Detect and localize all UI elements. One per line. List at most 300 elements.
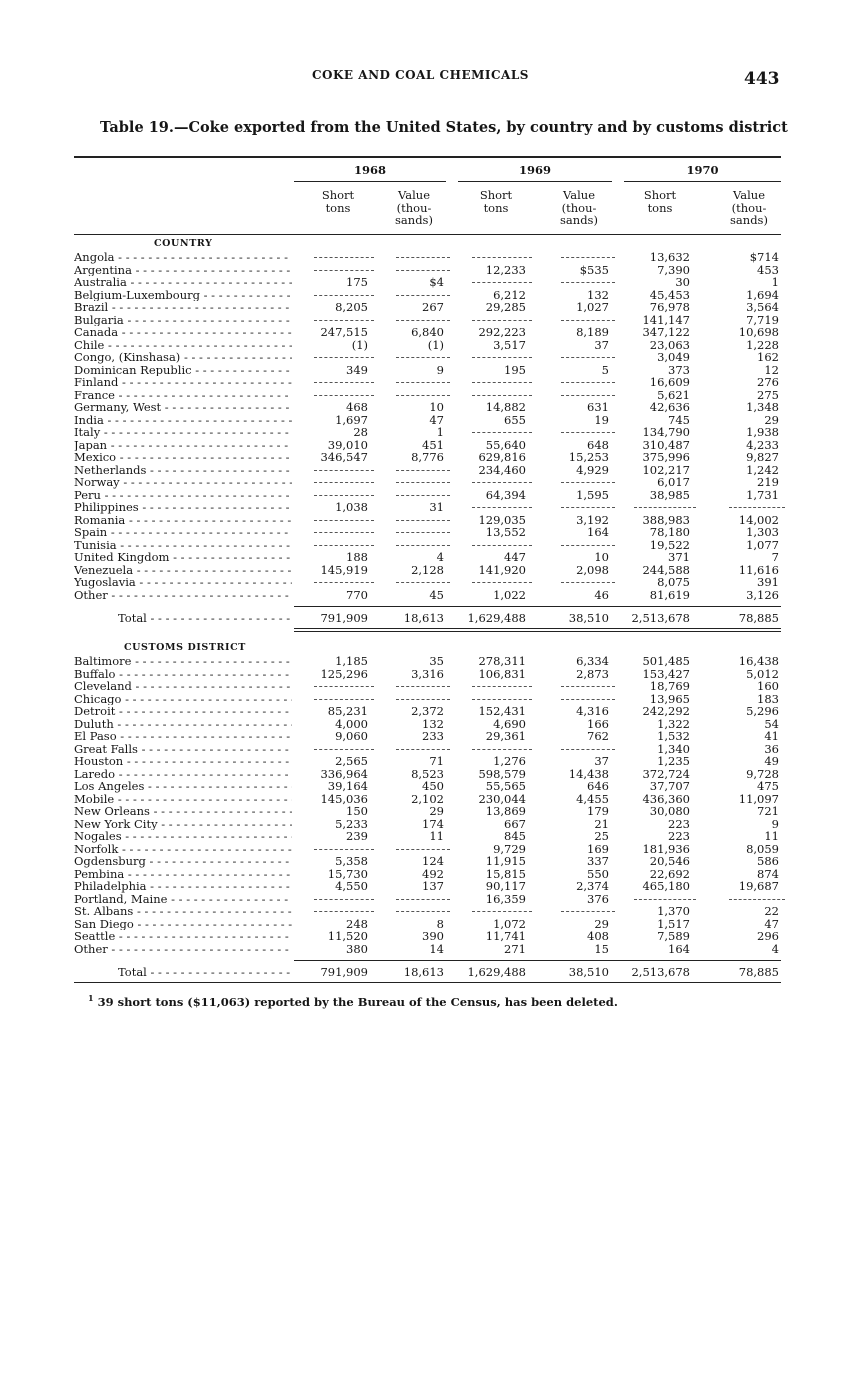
- data-cell: 1,077: [746, 537, 779, 552]
- data-cell: 15,730: [327, 866, 368, 881]
- table-top-rule: [74, 156, 781, 158]
- data-cell: 372,724: [642, 766, 690, 781]
- data-cell: 7,390: [657, 262, 690, 277]
- data-cell: 223: [668, 829, 690, 843]
- table-row: [74, 943, 784, 956]
- row-label: Bulgaria - - -: [74, 314, 292, 327]
- data-cell: 762: [587, 729, 609, 743]
- data-cell: 152,431: [478, 704, 526, 718]
- row-label: Seattle - - -: [74, 930, 292, 943]
- data-cell: 1,595: [576, 487, 609, 502]
- empty-cell-dash: [396, 582, 450, 583]
- data-cell: 132: [587, 287, 609, 302]
- data-cell: 76,978: [649, 300, 690, 314]
- data-cell: 19: [594, 412, 609, 427]
- data-cell: (1): [351, 337, 368, 352]
- row-label: Norfolk - - -: [74, 843, 292, 856]
- data-cell: 150: [346, 804, 368, 818]
- data-cell: 2,374: [576, 879, 609, 893]
- data-cell: 4,550: [335, 879, 368, 893]
- data-cell: 447: [504, 550, 526, 564]
- empty-cell-dash: [314, 899, 374, 900]
- data-cell: 12,233: [485, 262, 526, 277]
- row-label: New Orleans - - -: [74, 805, 292, 818]
- empty-cell-dash: [396, 849, 450, 850]
- row-label: Ogdensburg - - -: [74, 855, 292, 868]
- data-cell: 1,517: [657, 916, 690, 931]
- year-header: 1968: [353, 163, 386, 177]
- data-cell: 337: [587, 854, 609, 868]
- data-cell: 6,017: [657, 475, 690, 489]
- empty-cell-dash: [472, 432, 532, 433]
- data-cell: 9,060: [335, 729, 368, 743]
- empty-cell-dash: [472, 257, 532, 258]
- data-cell: 1,938: [746, 425, 779, 439]
- row-label: Netherlands - - -: [74, 464, 292, 477]
- footnote-marker: 1: [88, 993, 94, 1003]
- data-cell: 153,427: [642, 666, 690, 681]
- data-cell: 2,372: [411, 704, 444, 718]
- data-cell: 78,885: [738, 611, 779, 625]
- table-row: [74, 780, 784, 793]
- data-cell: 29: [764, 412, 779, 427]
- data-cell: 631: [587, 400, 609, 414]
- data-cell: 30,080: [649, 804, 690, 818]
- data-cell: 349: [346, 362, 368, 377]
- data-cell: 11,520: [327, 929, 368, 943]
- data-cell: 39,010: [327, 437, 368, 452]
- empty-cell-dash: [472, 686, 532, 687]
- data-cell: 42,636: [649, 400, 690, 414]
- empty-cell-dash: [314, 357, 374, 358]
- data-cell: 1,022: [493, 587, 526, 602]
- section-label-customs-district: CUSTOMS DISTRICT: [124, 642, 246, 653]
- empty-cell-dash: [396, 295, 450, 296]
- data-cell: 2,098: [576, 562, 609, 577]
- data-cell: 1,694: [746, 287, 779, 302]
- short-tons-header: Short tons: [321, 188, 355, 215]
- total-row: [74, 612, 784, 625]
- data-cell: 16,609: [649, 375, 690, 389]
- empty-cell-dash: [314, 495, 374, 496]
- data-cell: 29: [429, 804, 444, 818]
- data-cell: 1,340: [657, 741, 690, 756]
- data-cell: 6,840: [411, 325, 444, 339]
- row-label: Philadelphia - - -: [74, 880, 292, 893]
- data-cell: 9,827: [746, 450, 779, 464]
- data-cell: 4: [436, 550, 444, 564]
- data-cell: 219: [757, 475, 779, 489]
- year-header: 1969: [518, 163, 551, 177]
- data-cell: 21: [594, 816, 609, 831]
- data-cell: 244,588: [642, 562, 690, 577]
- footnote: [88, 993, 618, 1009]
- row-label: Buffalo - - -: [74, 668, 292, 681]
- data-cell: 3,192: [576, 512, 609, 527]
- data-cell: 3,316: [411, 666, 444, 681]
- row-label: New York City - - -: [74, 818, 292, 831]
- row-label: Tunisia - - -: [74, 539, 292, 552]
- row-label: Duluth - - -: [74, 718, 292, 731]
- data-cell: 1: [771, 275, 779, 289]
- data-cell: 41: [764, 729, 779, 743]
- data-cell: 376: [587, 891, 609, 906]
- data-cell: 667: [504, 816, 526, 831]
- short-tons-header: Short tons: [479, 188, 513, 215]
- data-cell: 450: [422, 779, 444, 793]
- data-cell: 29,361: [485, 729, 526, 743]
- data-cell: 164: [587, 525, 609, 539]
- table-row: [74, 351, 784, 364]
- data-cell: 296: [757, 929, 779, 943]
- row-label: Other - - -: [74, 589, 292, 602]
- row-label: St. Albans - - -: [74, 905, 292, 918]
- row-label: San Diego - - -: [74, 918, 292, 931]
- row-label: Mexico - - -: [74, 451, 292, 464]
- data-cell: 8: [436, 916, 444, 931]
- data-cell: 20,546: [649, 854, 690, 868]
- total-label: Total - - -: [118, 966, 292, 979]
- data-cell: 550: [587, 866, 609, 881]
- data-cell: 19,522: [649, 537, 690, 552]
- empty-cell-dash: [314, 532, 374, 533]
- table-row: [74, 576, 784, 589]
- row-label: Belgium-Luxembourg - - -: [74, 289, 292, 302]
- data-cell: 23,063: [649, 337, 690, 352]
- data-cell: 28: [353, 425, 368, 439]
- data-cell: 375,996: [642, 450, 690, 464]
- data-cell: 124: [422, 854, 444, 868]
- empty-cell-dash: [314, 482, 374, 483]
- data-cell: 141,920: [478, 562, 526, 577]
- data-cell: 11: [764, 829, 779, 843]
- data-cell: 145,036: [320, 791, 368, 806]
- empty-cell-dash: [314, 699, 374, 700]
- table-row: [74, 501, 784, 514]
- data-cell: 791,909: [320, 965, 368, 979]
- empty-cell-dash: [396, 699, 450, 700]
- empty-cell-dash: [314, 849, 374, 850]
- table-row: [74, 526, 784, 539]
- data-cell: 7,719: [746, 312, 779, 327]
- data-cell: 78,180: [649, 525, 690, 539]
- row-label: Japan - - -: [74, 439, 292, 452]
- row-label: France - - -: [74, 389, 292, 402]
- data-cell: 13,552: [485, 525, 526, 539]
- data-cell: 37,707: [649, 779, 690, 793]
- data-cell: 7: [771, 550, 779, 564]
- data-cell: 11,616: [738, 562, 779, 577]
- data-cell: 336,964: [320, 766, 368, 781]
- empty-cell-dash: [396, 545, 450, 546]
- data-cell: 90,117: [485, 879, 526, 893]
- table-row: [74, 755, 784, 768]
- empty-cell-dash: [634, 899, 696, 900]
- row-label: Houston - - -: [74, 755, 292, 768]
- table-row: [74, 880, 784, 893]
- data-cell: 30: [675, 275, 690, 289]
- row-label: Norway - - -: [74, 476, 292, 489]
- data-cell: 248: [346, 916, 368, 931]
- data-cell: 183: [757, 691, 779, 706]
- row-label: Great Falls - - -: [74, 743, 292, 756]
- data-cell: 18,613: [403, 965, 444, 979]
- data-cell: 791,909: [320, 611, 368, 625]
- year-header-rule: [458, 181, 612, 182]
- data-cell: 292,223: [478, 325, 526, 339]
- data-cell: 646: [587, 779, 609, 793]
- row-label: Other - - -: [74, 943, 292, 956]
- data-cell: 1,697: [335, 412, 368, 427]
- data-cell: 9,729: [493, 841, 526, 856]
- empty-cell-dash: [396, 382, 450, 383]
- row-label: India - - -: [74, 414, 292, 427]
- data-cell: 19,687: [738, 879, 779, 893]
- total-double-rule: [294, 631, 781, 632]
- table-row: [74, 705, 784, 718]
- data-cell: 586: [757, 854, 779, 868]
- data-cell: 179: [587, 804, 609, 818]
- data-cell: 13,965: [649, 691, 690, 706]
- table-row: [74, 301, 784, 314]
- data-cell: $714: [749, 250, 779, 264]
- data-cell: 7,589: [657, 929, 690, 943]
- row-label: Portland, Maine - - -: [74, 893, 292, 906]
- data-cell: 346,547: [320, 450, 368, 464]
- row-label: Italy - - -: [74, 426, 292, 439]
- data-cell: 8,189: [576, 325, 609, 339]
- data-cell: 102,217: [642, 462, 690, 477]
- data-cell: 5,358: [335, 854, 368, 868]
- data-cell: 2,873: [576, 666, 609, 681]
- table-row: [74, 655, 784, 668]
- table-row: [74, 855, 784, 868]
- empty-cell-dash: [634, 507, 696, 508]
- data-cell: 181,936: [642, 841, 690, 856]
- data-cell: 845: [504, 829, 526, 843]
- empty-cell-dash: [561, 686, 615, 687]
- data-cell: 4,690: [493, 716, 526, 731]
- empty-cell-dash: [396, 899, 450, 900]
- data-cell: 8,205: [335, 300, 368, 314]
- data-cell: 721: [757, 804, 779, 818]
- row-label: Pembina - - -: [74, 868, 292, 881]
- data-cell: 13,869: [485, 804, 526, 818]
- subtotal-rule: [294, 606, 781, 607]
- row-label: Chile - - -: [74, 339, 292, 352]
- data-cell: 37: [594, 754, 609, 768]
- data-cell: 1,027: [576, 300, 609, 314]
- table-bottom-rule: [74, 982, 781, 983]
- empty-cell-dash: [729, 899, 785, 900]
- data-cell: 81,619: [649, 587, 690, 602]
- table-row: [74, 476, 784, 489]
- empty-cell-dash: [396, 520, 450, 521]
- data-cell: 54: [764, 716, 779, 731]
- data-cell: 1,072: [493, 916, 526, 931]
- table-row: [74, 589, 784, 602]
- empty-cell-dash: [396, 320, 450, 321]
- data-cell: 373: [668, 362, 690, 377]
- data-cell: 137: [422, 879, 444, 893]
- data-cell: 10: [429, 400, 444, 414]
- data-cell: $535: [579, 262, 609, 277]
- data-cell: 16,359: [485, 891, 526, 906]
- empty-cell-dash: [561, 507, 615, 508]
- data-cell: 64,394: [485, 487, 526, 502]
- empty-cell-dash: [472, 320, 532, 321]
- data-cell: 4,000: [335, 716, 368, 731]
- empty-cell-dash: [314, 582, 374, 583]
- data-cell: 15: [594, 941, 609, 956]
- empty-cell-dash: [472, 911, 532, 912]
- data-cell: 1,629,488: [467, 965, 526, 979]
- total-row: [74, 966, 784, 979]
- data-cell: 85,231: [327, 704, 368, 718]
- data-cell: 3,126: [746, 587, 779, 602]
- header-bottom-rule: [74, 234, 781, 235]
- empty-cell-dash: [314, 470, 374, 471]
- data-cell: 4,233: [746, 437, 779, 452]
- data-cell: 8,059: [746, 841, 779, 856]
- data-cell: 14,882: [485, 400, 526, 414]
- data-cell: 390: [422, 929, 444, 943]
- empty-cell-dash: [472, 282, 532, 283]
- empty-cell-dash: [472, 357, 532, 358]
- data-cell: 1: [436, 425, 444, 439]
- empty-cell-dash: [396, 482, 450, 483]
- row-label: El Paso - - -: [74, 730, 292, 743]
- empty-cell-dash: [314, 382, 374, 383]
- row-label: Peru - - -: [74, 489, 292, 502]
- data-cell: 9: [771, 816, 779, 831]
- data-cell: 598,579: [478, 766, 526, 781]
- table-row: [74, 451, 784, 464]
- data-cell: 18,613: [403, 611, 444, 625]
- data-cell: 145,919: [320, 562, 368, 577]
- data-cell: 38,510: [568, 611, 609, 625]
- data-cell: 132: [422, 716, 444, 731]
- table-row: [74, 905, 784, 918]
- row-label: Mobile - - -: [74, 793, 292, 806]
- data-cell: 629,816: [478, 450, 526, 464]
- total-label: Total - - -: [118, 612, 292, 625]
- data-cell: 247,515: [320, 325, 368, 339]
- data-cell: 347,122: [642, 325, 690, 339]
- data-cell: 4,455: [576, 791, 609, 806]
- data-cell: 278,311: [478, 654, 526, 668]
- row-label: Argentina - - -: [74, 264, 292, 277]
- table-row: [74, 276, 784, 289]
- data-cell: 166: [587, 716, 609, 731]
- data-cell: 11,097: [738, 791, 779, 806]
- year-header-rule: [294, 181, 446, 182]
- data-cell: 3,049: [657, 350, 690, 364]
- data-cell: 648: [587, 437, 609, 452]
- data-cell: 47: [764, 916, 779, 931]
- data-cell: 14,002: [738, 512, 779, 527]
- data-cell: 3,517: [493, 337, 526, 352]
- row-label: Laredo - - -: [74, 768, 292, 781]
- data-cell: 2,565: [335, 754, 368, 768]
- data-cell: 22,692: [649, 866, 690, 881]
- data-cell: 106,831: [478, 666, 526, 681]
- year-header-rule: [624, 181, 781, 182]
- data-cell: 1,242: [746, 462, 779, 477]
- data-cell: 174: [422, 816, 444, 831]
- data-cell: 451: [422, 437, 444, 452]
- row-label: Congo, (Kinshasa) - - -: [74, 351, 292, 364]
- data-cell: 1,532: [657, 729, 690, 743]
- data-cell: 47: [429, 412, 444, 427]
- empty-cell-dash: [396, 257, 450, 258]
- value-header: Value (thou- sands): [730, 188, 768, 227]
- data-cell: 1,303: [746, 525, 779, 539]
- data-cell: 267: [422, 300, 444, 314]
- row-label: Australia - - -: [74, 276, 292, 289]
- empty-cell-dash: [729, 507, 785, 508]
- data-cell: 242,292: [642, 704, 690, 718]
- empty-cell-dash: [472, 382, 532, 383]
- data-cell: 1,228: [746, 337, 779, 352]
- data-cell: 3,564: [746, 300, 779, 314]
- data-cell: 475: [757, 779, 779, 793]
- table-row: [74, 551, 784, 564]
- data-cell: 1,276: [493, 754, 526, 768]
- empty-cell-dash: [314, 395, 374, 396]
- data-cell: 1,348: [746, 400, 779, 414]
- row-label: Chicago - - -: [74, 693, 292, 706]
- empty-cell-dash: [561, 257, 615, 258]
- empty-cell-dash: [314, 270, 374, 271]
- data-cell: 12: [764, 362, 779, 377]
- data-cell: 25: [594, 829, 609, 843]
- data-cell: 5,621: [657, 387, 690, 402]
- empty-cell-dash: [396, 911, 450, 912]
- row-label: Venezuela - - -: [74, 564, 292, 577]
- data-cell: 5,012: [746, 666, 779, 681]
- data-cell: 29,285: [485, 300, 526, 314]
- data-cell: 29: [594, 916, 609, 931]
- data-cell: 271: [504, 941, 526, 956]
- data-cell: 465,180: [642, 879, 690, 893]
- data-cell: 2,102: [411, 791, 444, 806]
- data-cell: 49: [764, 754, 779, 768]
- empty-cell-dash: [561, 432, 615, 433]
- empty-cell-dash: [314, 295, 374, 296]
- data-cell: 874: [757, 866, 779, 881]
- empty-cell-dash: [472, 749, 532, 750]
- empty-cell-dash: [561, 545, 615, 546]
- data-cell: 14,438: [568, 766, 609, 781]
- data-cell: 55,640: [485, 437, 526, 452]
- data-cell: 4,316: [576, 704, 609, 718]
- empty-cell-dash: [472, 482, 532, 483]
- data-cell: 1,185: [335, 654, 368, 668]
- data-cell: 276: [757, 375, 779, 389]
- data-cell: 4,929: [576, 462, 609, 477]
- data-cell: 408: [587, 929, 609, 943]
- data-cell: 37: [594, 337, 609, 352]
- empty-cell-dash: [396, 749, 450, 750]
- data-cell: 1,629,488: [467, 611, 526, 625]
- row-label: Canada - - -: [74, 326, 292, 339]
- empty-cell-dash: [314, 520, 374, 521]
- data-cell: 10,698: [738, 325, 779, 339]
- data-cell: 14: [429, 941, 444, 956]
- table-row: [74, 376, 784, 389]
- year-header: 1970: [686, 163, 719, 177]
